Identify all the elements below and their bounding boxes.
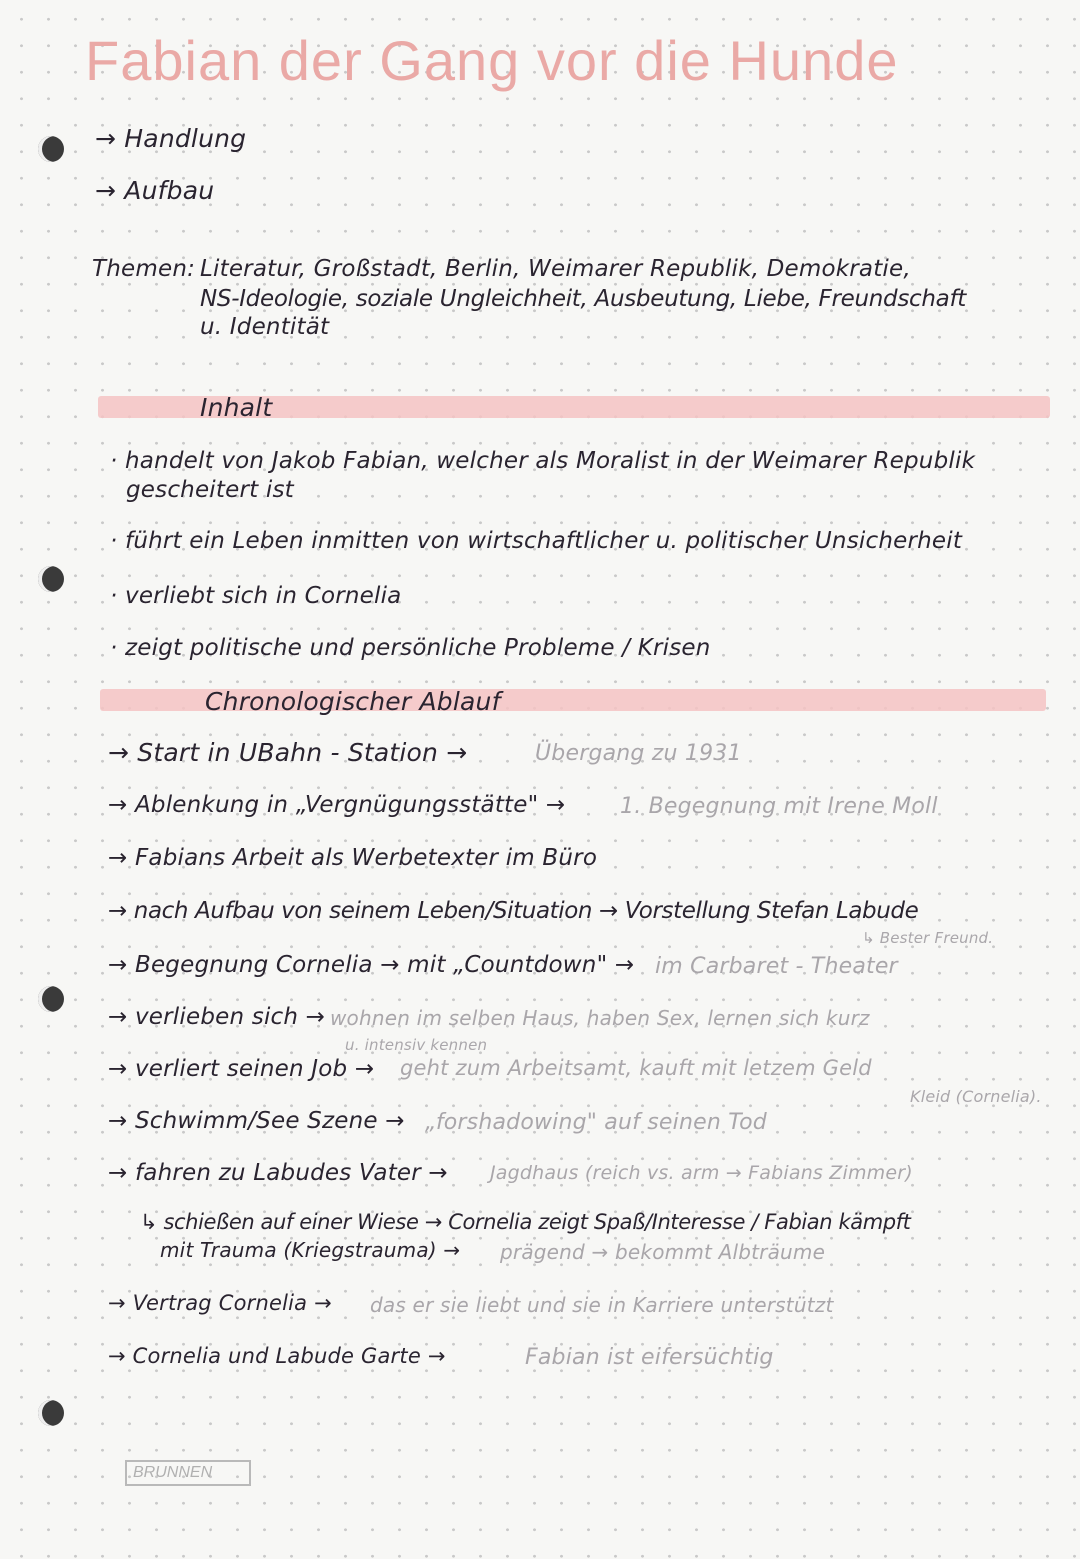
ablauf-note: prägend → bekommt Albträume [500, 1240, 826, 1264]
ablauf-note: Kleid (Cornelia). [910, 1087, 1042, 1106]
bullet: · verliebt sich in Cornelia [110, 583, 402, 609]
overview-handlung: → Handlung [95, 124, 247, 153]
themen-label: Themen: [92, 256, 196, 282]
ablauf-note: u. intensiv kennen [345, 1036, 488, 1054]
ablauf-item: → Vertrag Cornelia → [108, 1291, 332, 1315]
ablauf-item: → Ablenkung in „Vergnügungsstätte" → [108, 792, 566, 818]
themen-line: NS-Ideologie, soziale Ungleichheit, Ausbeutung, Liebe, Freundschaft [200, 286, 966, 312]
brand-text: BRUNNEN [133, 1464, 213, 1481]
brand-logo [125, 1460, 251, 1486]
ablauf-item: → nach Aufbau von seinem Leben/Situation → Vorstellung Stefan Labude [108, 898, 919, 924]
bullet: · handelt von Jakob Fabian, welcher als Moralist in der Weimarer Republik [110, 448, 976, 474]
ablauf-item: → verlieben sich → [108, 1004, 326, 1030]
ablauf-note: Fabian ist eifersüchtig [525, 1345, 774, 1370]
ablauf-item: → fahren zu Labudes Vater → [108, 1160, 448, 1186]
ablauf-note: ↳ Bester Freund. [862, 929, 994, 947]
bullet: · führt ein Leben inmitten von wirtschaftlicher u. politischer Unsicherheit [110, 528, 963, 554]
ablauf-item-cont: mit Trauma (Kriegstrauma) → [160, 1238, 461, 1262]
binder-hole [38, 136, 64, 162]
ablauf-item: → Cornelia und Labude Garte → [108, 1344, 446, 1368]
ablauf-note: im Carbaret - Theater [655, 954, 898, 979]
binder-hole [38, 1400, 64, 1426]
page-title: Fabian der Gang vor die Hunde [85, 29, 899, 92]
ablauf-note: Übergang zu 1931 [535, 741, 742, 766]
ablauf-item: → Fabians Arbeit als Werbetexter im Büro [108, 845, 598, 871]
ablauf-note: geht zum Arbeitsamt, kauft mit letzem Geld [400, 1056, 872, 1080]
ablauf-note: Jagdhaus (reich vs. arm → Fabians Zimmer) [490, 1162, 913, 1184]
bullet: · zeigt politische und persönliche Probleme / Krisen [110, 635, 711, 661]
ablauf-note: 1. Begegnung mit Irene Moll [620, 794, 938, 819]
overview-aufbau: → Aufbau [95, 176, 215, 205]
ablauf-note: wohnen im selben Haus, haben Sex, lernen sich kurz [330, 1006, 870, 1030]
section-heading-ablauf: Chronologischer Ablauf [205, 687, 501, 716]
binder-hole [38, 566, 64, 592]
ablauf-item: ↳ schießen auf einer Wiese → Cornelia zeigt Spaß/Interesse / Fabian kämpft [140, 1210, 911, 1234]
ablauf-item: → Start in UBahn - Station → [108, 738, 468, 767]
ablauf-note: das er sie liebt und sie in Karriere unterstützt [370, 1293, 834, 1317]
ablauf-item: → Schwimm/See Szene → [108, 1108, 405, 1134]
themen-line: Literatur, Großstadt, Berlin, Weimarer Republik, Demokratie, [200, 256, 911, 282]
themen-line: u. Identität [200, 314, 330, 340]
section-heading-inhalt: Inhalt [200, 393, 273, 422]
binder-hole [38, 986, 64, 1012]
bullet-cont: gescheitert ist [126, 477, 294, 503]
ablauf-note: „forshadowing" auf seinen Tod [425, 1110, 767, 1135]
ablauf-item: → Begegnung Cornelia → mit „Countdown" → [108, 952, 635, 978]
ablauf-item: → verliert seinen Job → [108, 1056, 375, 1082]
